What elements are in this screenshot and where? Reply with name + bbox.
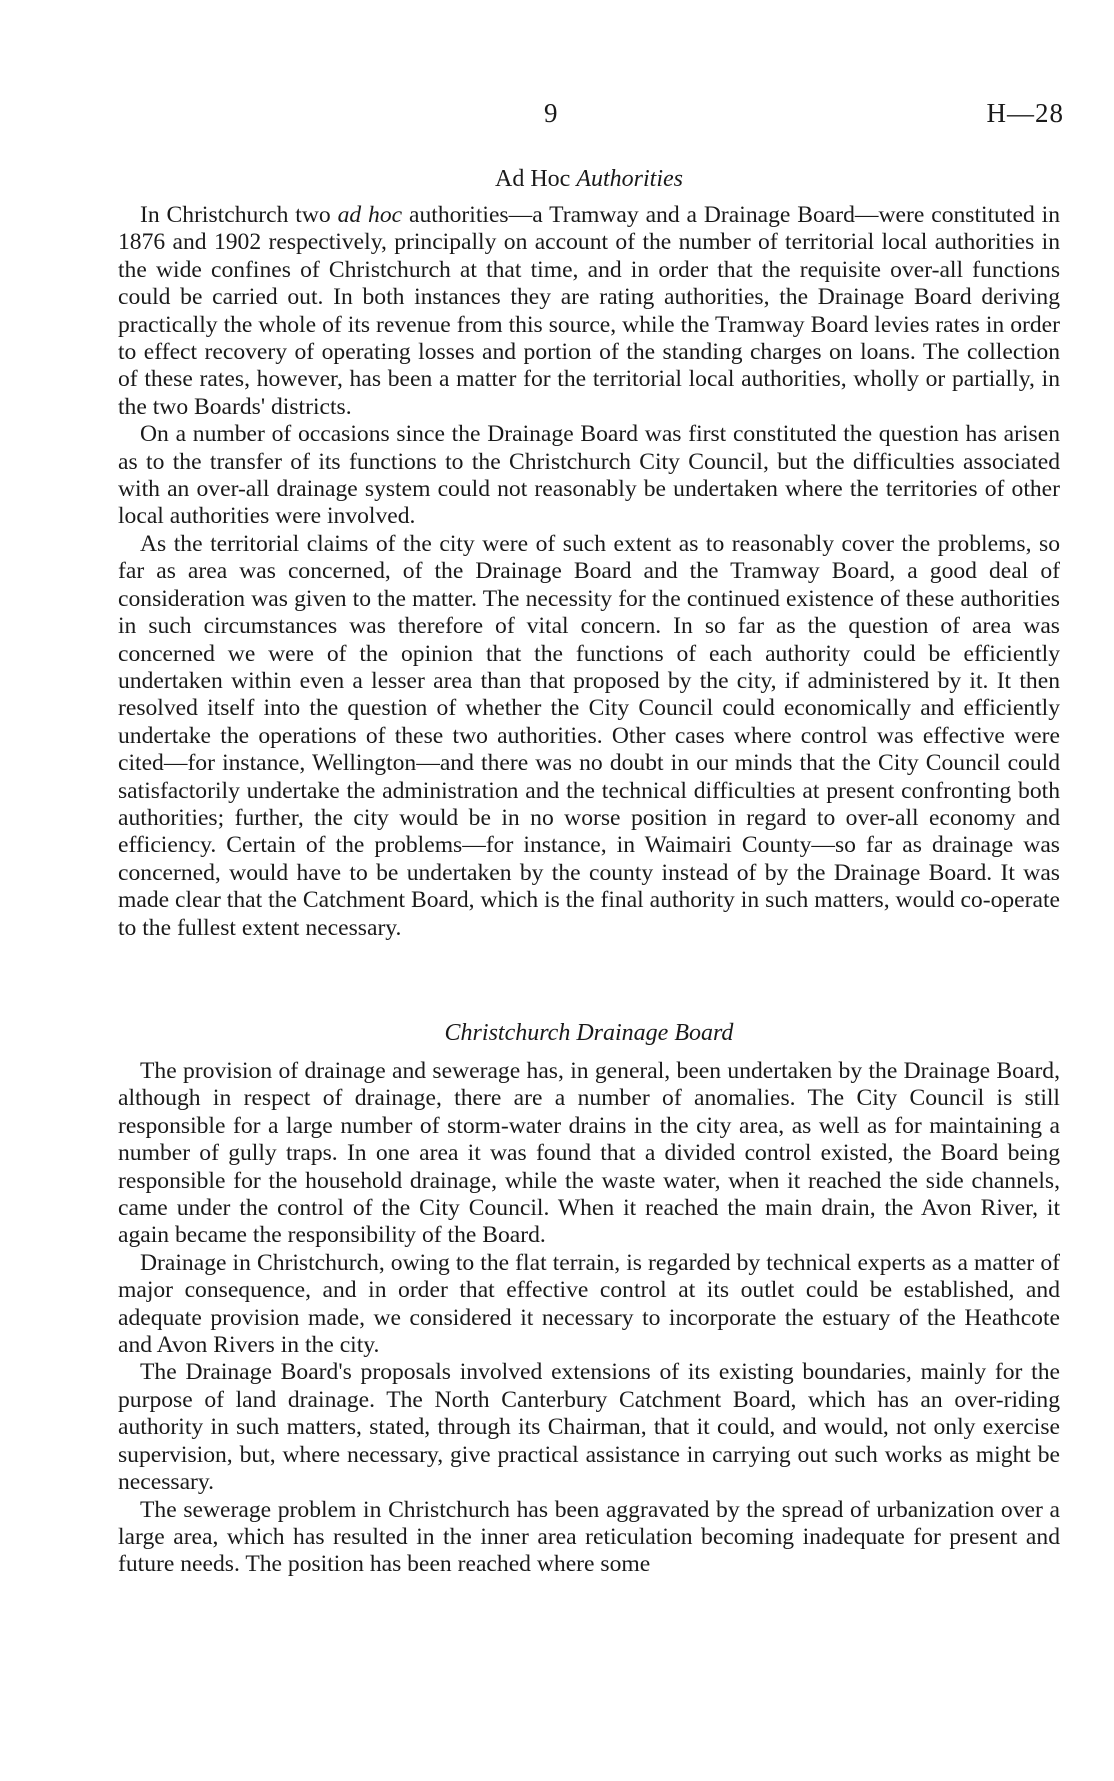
- paragraph: On a number of occasions since the Drainage Board was first constituted the question has arisen as to the transfer of its functions to the Christchurch City Council, but the difficulties associated with an over-all drainage system could not reasonably be undertaken where the territories of other local authorities were involved.: [118, 421, 1060, 530]
- paragraph: The provision of drainage and sewerage has, in general, been undertaken by the Drainage Board, although in respect of drainage, there are a number of anomalies. The City Council is still responsible for a large number of storm-water drains in the city area, as well as for maintaining a number of gully traps. In one area it was found that a divided control existed, the Board being responsible for the household drainage, while the waste water, when it reached the side channels, came under the control of the City Council. When it reached the main drain, the Avon River, it again became the responsibility of the Board.: [118, 1058, 1060, 1249]
- section-christchurch-drainage-board: [118, 1018, 1060, 1579]
- paragraph: The Drainage Board's proposals involved extensions of its existing boundaries, mainly for the purpose of land drainage. The North Canterbury Catchment Board, which has an over-riding authority in such matters, stated, through its Chairman, that it could, and would, not only exercise supervision, but, where necessary, give practical assistance in carrying out such works as might be necessary.: [118, 1359, 1060, 1496]
- paragraph-text: In Christchurch two: [140, 202, 338, 228]
- paragraph: [118, 202, 1060, 421]
- heading-plain: Ad Hoc: [495, 166, 577, 192]
- heading-italic: Authorities: [576, 166, 683, 192]
- page-header: [0, 98, 1114, 134]
- section-heading: Christchurch Drainage Board: [444, 1020, 734, 1046]
- document-reference: H—28: [986, 98, 1064, 128]
- italic-term: ad hoc: [337, 202, 403, 228]
- paragraph: As the territorial claims of the city were of such extent as to reasonably cover the problems, so far as area was concerned, of the Drainage Board and the Tramway Board, a good deal of consideration was given to the matter. The necessity for the continued existence of these authorities in such circumstances was therefore of vital concern. In so far as the question of area was concerned we were of the opinion that the functions of each authority could be efficiently undertaken within even a lesser area than that proposed by the city, if administered by it. It then resolved itself into the question of whether the City Council could economically and efficiently undertake the operations of these two authorities. Other cases where control was effective were cited—for instance, Wellington—and there was no doubt in our minds that the City Council could satisfactorily undertake the administration and the technical difficulties at present confronting both authorities; further, the city would be in no worse position in regard to over-all economy and efficiency. Certain of the problems—for instance, in Waimairi County—so far as drainage was concerned, would have to be undertaken by the county instead of by the Drainage Board. It was made clear that the Catchment Board, which is the final authority in such matters, would co-operate to the fullest extent necessary.: [118, 530, 1060, 941]
- section-heading: [118, 164, 1060, 194]
- paragraph-text: authorities—a Tramway and a Drainage Board—were constituted in 1876 and 1902 respectively, principally on account of the number of territorial local authorities in the wide confines of Christchurch at that time, and in order that the requisite over-all functions could be carried out. In both instances they are rating authorities, the Drainage Board deriving practically the whole of its revenue from this source, while the Tramway Board levies rates in order to effect recovery of operating losses and portion of the standing charges on loans. The collection of these rates, however, has been a matter for the territorial local authorities, wholly or partially, in the two Boards' districts.: [118, 202, 1060, 420]
- paragraph: The sewerage problem in Christchurch has been aggravated by the spread of urbanization over a large area, which has resulted in the inner area reticulation becoming inadequate for present and future needs. The position has been reached where some: [118, 1496, 1060, 1578]
- page-number: 9: [544, 98, 558, 128]
- section-ad-hoc-authorities: [118, 164, 1060, 942]
- paragraph: Drainage in Christchurch, owing to the flat terrain, is regarded by technical experts as a matter of major consequence, and in order that effective control at its outlet could be established, and adequate provision made, we considered it necessary to incorporate the estuary of the Heathcote and Avon Rivers in the city.: [118, 1249, 1060, 1359]
